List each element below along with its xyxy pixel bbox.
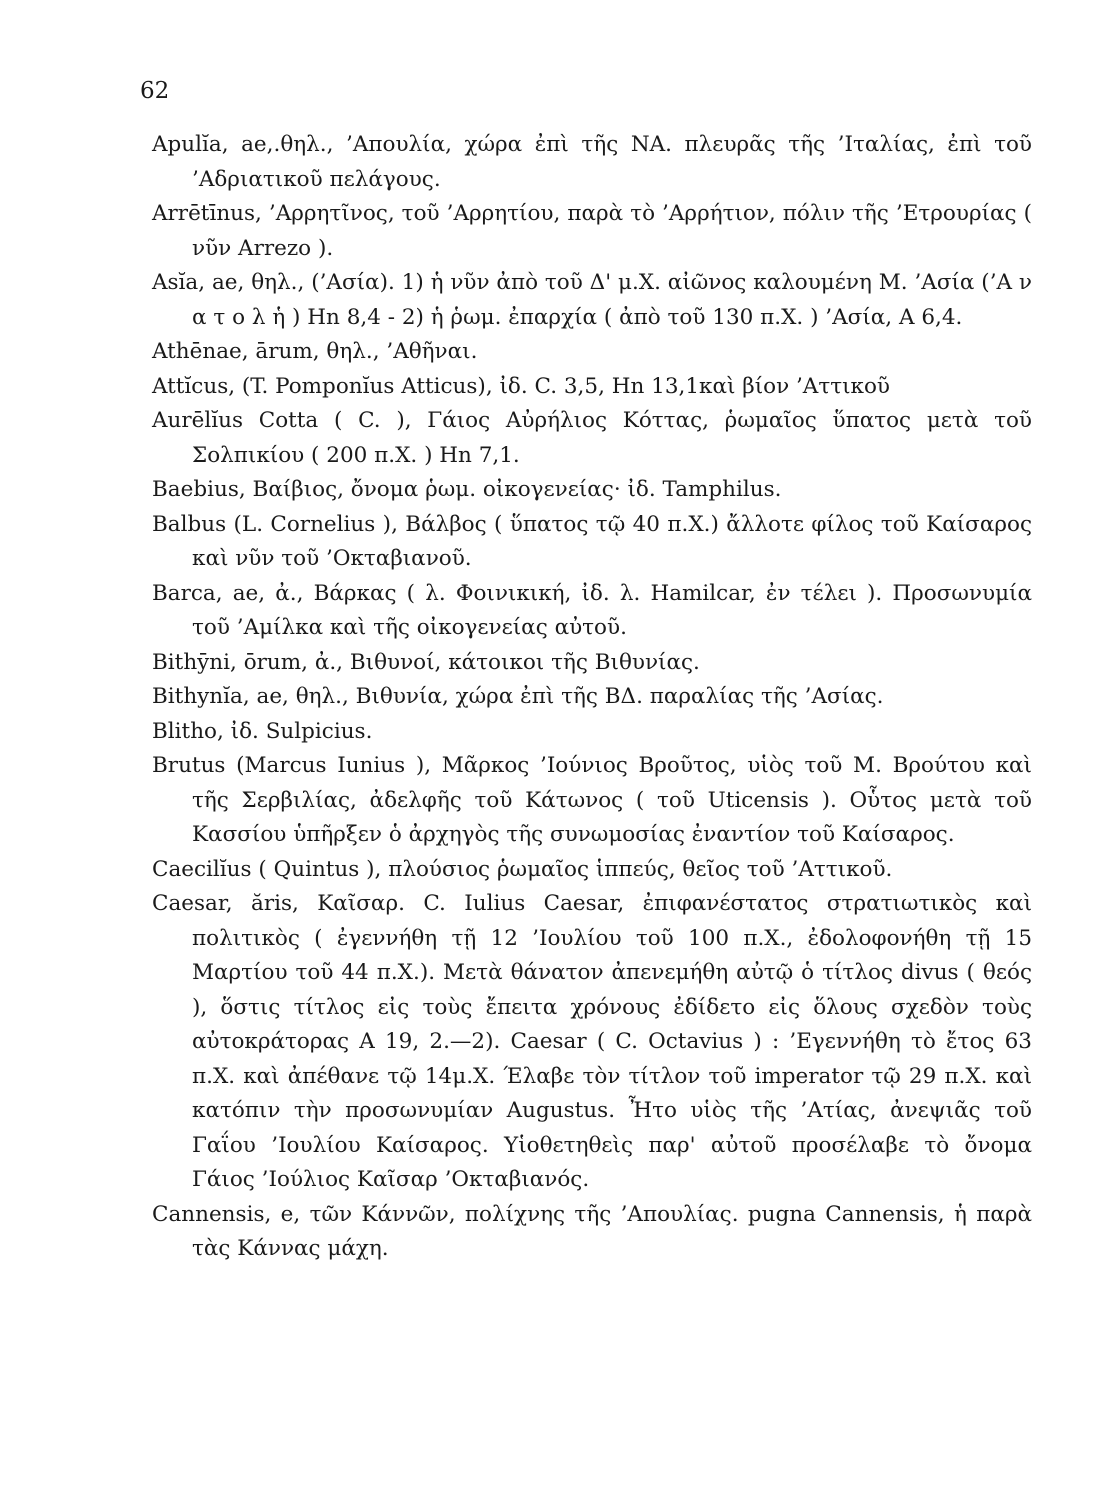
entry-aurelius: Aurēlĭus Cotta ( C. ), Γάιος Αὐρήλιος Κόττας, ῥωμαῖος ὕπατος μετὰ τοῦ Σολπικίου ( 200 π.Χ. ) Hn 7,1. [152,408,1032,468]
entry-atticus: Attĭcus, (T. Pomponĭus Atticus), ἰδ. C. 3,5, Hn 13,1καὶ βίον ’Αττικοῦ [152,373,891,399]
entry-baebius: Baebius, Βαίβιος, ὄνομα ῥωμ. οἰκογενείας· ἰδ. Tamphilus. [152,477,782,502]
entry-apulia: Apulĭa, ae,.θηλ., ’Απουλία, χώρα ἐπὶ τῆς ΝΑ. πλευρᾶς τῆς ’Ιταλίας, ἐπὶ τοῦ ’Αδριατικοῦ πελάγους. [152,132,1032,192]
page-number: 62 [140,78,170,104]
entry-barca: Barca, ae, ἀ., Βάρκας ( λ. Φοινικική, ἰδ. λ. Hamilcar, ἐν τέλει ). Προσωνυμία τοῦ ’Αμίλκα καὶ τῆς οἰκογενείας αὐτοῦ. [152,580,1032,640]
entry-bithyni: Bithȳni, ōrum, ἀ., Βιθυνοί, κάτοικοι τῆς Βιθυνίας. [152,649,700,675]
entry-asia: Asĭa, ae, θηλ., (’Ασία). 1) ἡ νῦν ἀπὸ τοῦ Δ' μ.Χ. αἰῶνος καλουμένη Μ. ’Ασία (’Α ν α τ ο λ ἡ ) Hn 8,4 - 2) ἡ ῥωμ. ἐπαρχία ( ἀπὸ τοῦ 130 π.Χ. ) ’Ασία, A 6,4. [152,270,1032,330]
entry-caesar: Caesar, ăris, Καῖσαρ. C. Iulius Caesar, ἐπιφανέστατος στρατιωτικὸς καὶ πολιτικὸς ( ἐγεννήθη τῇ 12 ’Ιουλίου τοῦ 100 π.Χ., ἐδολοφονήθη τῇ 15 Μαρτίου τοῦ 44 π.Χ.). Μετὰ θάνατον ἀπενεμήθη αὐτῷ ὁ τίτλος divus ( θεός ), ὅστις τίτλος εἰς τοὺς ἔπειτα χρόνους ἐδίδετο εἰς ὅλους σχεδὸν τοὺς αὐτοκράτορας A 19, 2.—2). Caesar ( C. Octavius ) : ’Εγεννήθη τὸ ἔτος 63 π.Χ. καὶ ἀπέθανε τῷ 14μ.Χ. Έλαβε τὸν τίτλον τοῦ imperator τῷ 29 π.Χ. καὶ κατόπιν τὴν προσωνυμίαν Augustus. Ἦτο υἱὸς τῆς ’Ατίας, ἀνεψιᾶς τοῦ Γαΐου ’Ιουλίου Καίσαρος. Υἱοθετηθεὶς παρ' αὐτοῦ προσέλαβε τὸ ὄνομα Γάιος ’Ιούλιος Καῖσαρ ’Οκταβιανός. [152,891,1032,1192]
entry-bithynia: Bithynĭa, ae, θηλ., Βιθυνία, χώρα ἐπὶ τῆς ΒΔ. παραλίας τῆς ’Ασίας. [152,684,884,709]
entry-balbus: Balbus (L. Cornelius ), Βάλβος ( ὕπατος τῷ 40 π.Χ.) ἄλλοτε φίλος τοῦ Καίσαρος καὶ νῦν τοῦ ’Οκταβιανοῦ. [152,511,1032,571]
entry-arretinus: Arrētīnus, ’Αρρητῖνος, τοῦ ’Αρρητίου, παρὰ τὸ ’Αρρήτιον, πόλιν τῆς ’Ετρουρίας ( νῦν Arrezo ). [152,201,1032,261]
entry-blitho: Blitho, ἰδ. Sulpicius. [152,718,373,744]
entry-caecilius: Caecilĭus ( Quintus ), πλούσιος ῥωμαῖος ἱππεύς, θεῖος τοῦ ’Αττικοῦ. [152,856,893,882]
entry-athenae: Athēnae, ārum, θηλ., ’Αθῆναι. [152,339,478,364]
entry-cannensis: Cannensis, e, τῶν Κάννῶν, πολίχνης τῆς ’Απουλίας. pugna Cannensis, ἡ παρὰ τὰς Κάννας μάχη. [152,1201,1032,1261]
entry-brutus: Brutus (Marcus Iunius ), Μᾶρκος ’Ιούνιος Βροῦτος, υἱὸς τοῦ Μ. Βρούτου καὶ τῆς Σερβιλίας, ἀδελφῆς τοῦ Κάτωνος ( τοῦ Uticensis ). Οὗτος μετὰ τοῦ Κασσίου ὑπῆρξεν ὁ ἀρχηγὸς τῆς συνωμοσίας ἐναντίον τοῦ Καίσαρος. [152,753,1032,847]
glossary-entries [152,128,1032,1267]
